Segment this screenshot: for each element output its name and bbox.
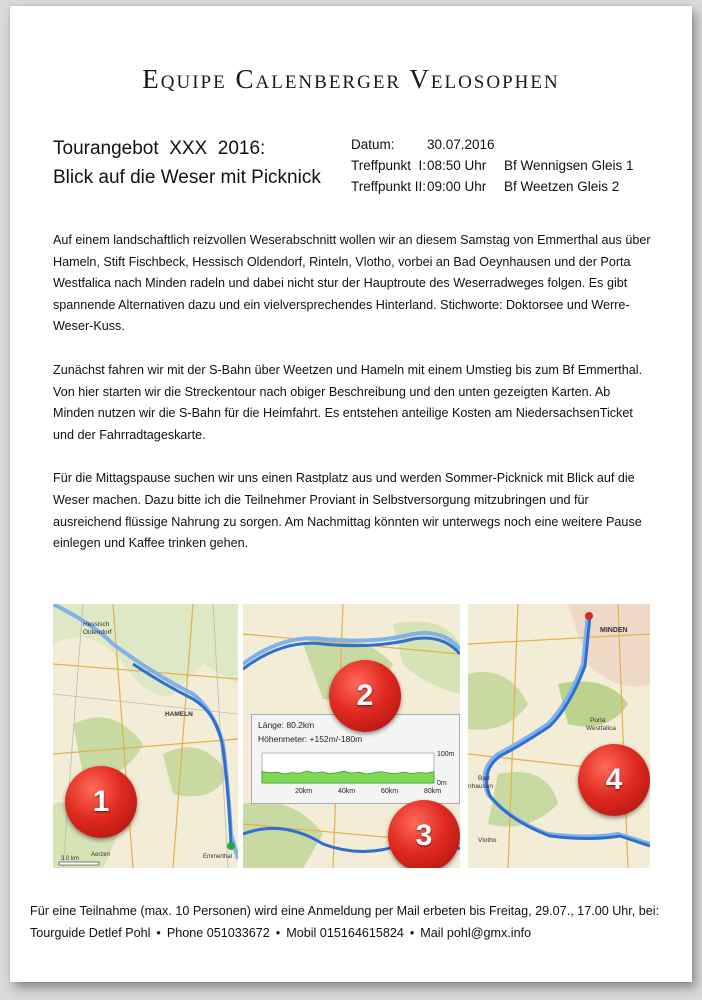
elevation-x-tick: 60km <box>381 788 399 795</box>
label-minden: MINDEN <box>600 627 628 634</box>
mobile-number: Mobil 015164615824 <box>286 926 404 940</box>
route-map-1 <box>53 604 238 868</box>
label-oeynhausen: nhausen <box>468 783 493 790</box>
registration-note: Für eine Teilnahme (max. 10 Personen) wird eine Anmeldung per Mail erbeten bis Freitag, 29.07., 17.00 Uhr, bei: <box>30 904 660 918</box>
meeting-2-time: 09:00 Uhr <box>427 179 487 194</box>
map-scale-label: 3.0 km <box>61 856 80 862</box>
label-bad: Bad <box>478 775 490 782</box>
date-label: Datum: <box>351 137 395 152</box>
label-vlotho: Vlotho <box>478 837 497 844</box>
guide-name: Tourguide Detlef Pohl <box>30 926 151 940</box>
label-hessisch: Hessisch <box>83 621 110 628</box>
meeting-1-place: Bf Wennigsen Gleis 1 <box>504 158 634 173</box>
meeting-1-time: 08:50 Uhr <box>427 158 487 173</box>
description <box>53 230 653 577</box>
meeting-1-label: Treffpunkt I: <box>351 158 427 173</box>
meeting-2-label: Treffpunkt II: <box>351 179 427 194</box>
meta-row-meeting-1 <box>351 155 634 176</box>
meta-row-date <box>351 134 634 155</box>
elevation-y-tick: 0m <box>437 780 447 787</box>
tour-title-line2: Blick auf die Weser mit Picknick <box>53 167 321 188</box>
meeting-2-place: Bf Weetzen Gleis 2 <box>504 179 620 194</box>
paragraph-travel: Zunächst fahren wir mit der S-Bahn über Weetzen und Hameln mit einem Umstieg bis zum Bf Emmerthal. Von hier starten wir die Streckentour nach obiger Beschreibung und den unten gezeigten Karten. Ab Minden nutzen wir die S-Bahn für die Heimfahrt. Es entstehen anteilige Kosten am NiedersachsenTicket und der Fahrradtageskarte. <box>53 362 643 442</box>
route-map-3 <box>468 604 650 868</box>
date-value: 30.07.2016 <box>427 137 495 152</box>
flyer-page <box>10 6 692 982</box>
route-map-2 <box>243 604 460 868</box>
elevation-x-tick: 20km <box>295 788 313 795</box>
contact-line: Tourguide Detlef Pohl • Phone 051033672 • Mobil 015164615824 • Mail pohl@gmx.info <box>30 926 532 940</box>
page-title: Equipe Calenberger Velosophen <box>142 64 560 94</box>
meeting-info <box>351 134 634 197</box>
paragraph-picnic: Für die Mittagspause suchen wir uns einen Rastplatz aus und werden Sommer-Picknick mit Blick auf die Weser machen. Dazu bitte ich die Teilnehmer Proviant in Selbstversorgung mitzubringen und für ausreichend flüssige Nahrung zu sorgen. Am Nachmittag könnten wir unterwegs noch eine weitere Pause einlegen und Kaffee trinken gehen. <box>53 471 642 551</box>
map-badge-3: 3 <box>388 800 460 868</box>
route-elevation-gain: Höhenmeter: +152m/-180m <box>258 734 363 744</box>
label-hameln: HAMELN <box>165 711 193 718</box>
tour-title-line1: Tourangebot XXX 2016: <box>53 138 266 159</box>
label-oldendorf: Oldendorf <box>83 629 112 636</box>
map-badge-4: 4 <box>578 744 650 816</box>
label-porta: Porta <box>590 717 606 724</box>
map-badge-2: 2 <box>329 660 401 732</box>
paragraph-intro: Auf einem landschaftlich reizvollen Weserabschnitt wollen wir an diesem Samstag von Emmerthal aus über Hameln, Stift Fischbeck, Hessisch Oldendorf, Rinteln, Vlotho, vorbei an Bad Oeynhausen und der Porta Westfalica nach Minden radeln und dabei nicht stur der Hauptroute des Weserradweges folgen. Es gibt spannende Alternativen dazu und ein vielversprechendes Hinterland. Stichworte: Doktorsee und Werre-Weser-Kuss. <box>53 233 651 334</box>
email-address[interactable]: Mail pohl@gmx.info <box>420 926 532 940</box>
label-westfalica: Westfalica <box>586 725 616 732</box>
map-3-graphic <box>468 604 650 868</box>
route-length: Länge: 80.2km <box>258 720 315 730</box>
meta-row-meeting-2 <box>351 176 634 197</box>
phone-number: Phone 051033672 <box>166 926 270 940</box>
tour-title <box>53 134 321 192</box>
map-badge-1: 1 <box>65 766 137 838</box>
elevation-y-tick: 100m <box>437 751 455 758</box>
label-emmerthal: Emmerthal <box>203 854 233 860</box>
elevation-x-tick: 80km <box>424 788 442 795</box>
elevation-x-tick: 40km <box>338 788 356 795</box>
registration-footer <box>30 900 690 944</box>
label-aerzen: Aerzen <box>91 852 111 858</box>
